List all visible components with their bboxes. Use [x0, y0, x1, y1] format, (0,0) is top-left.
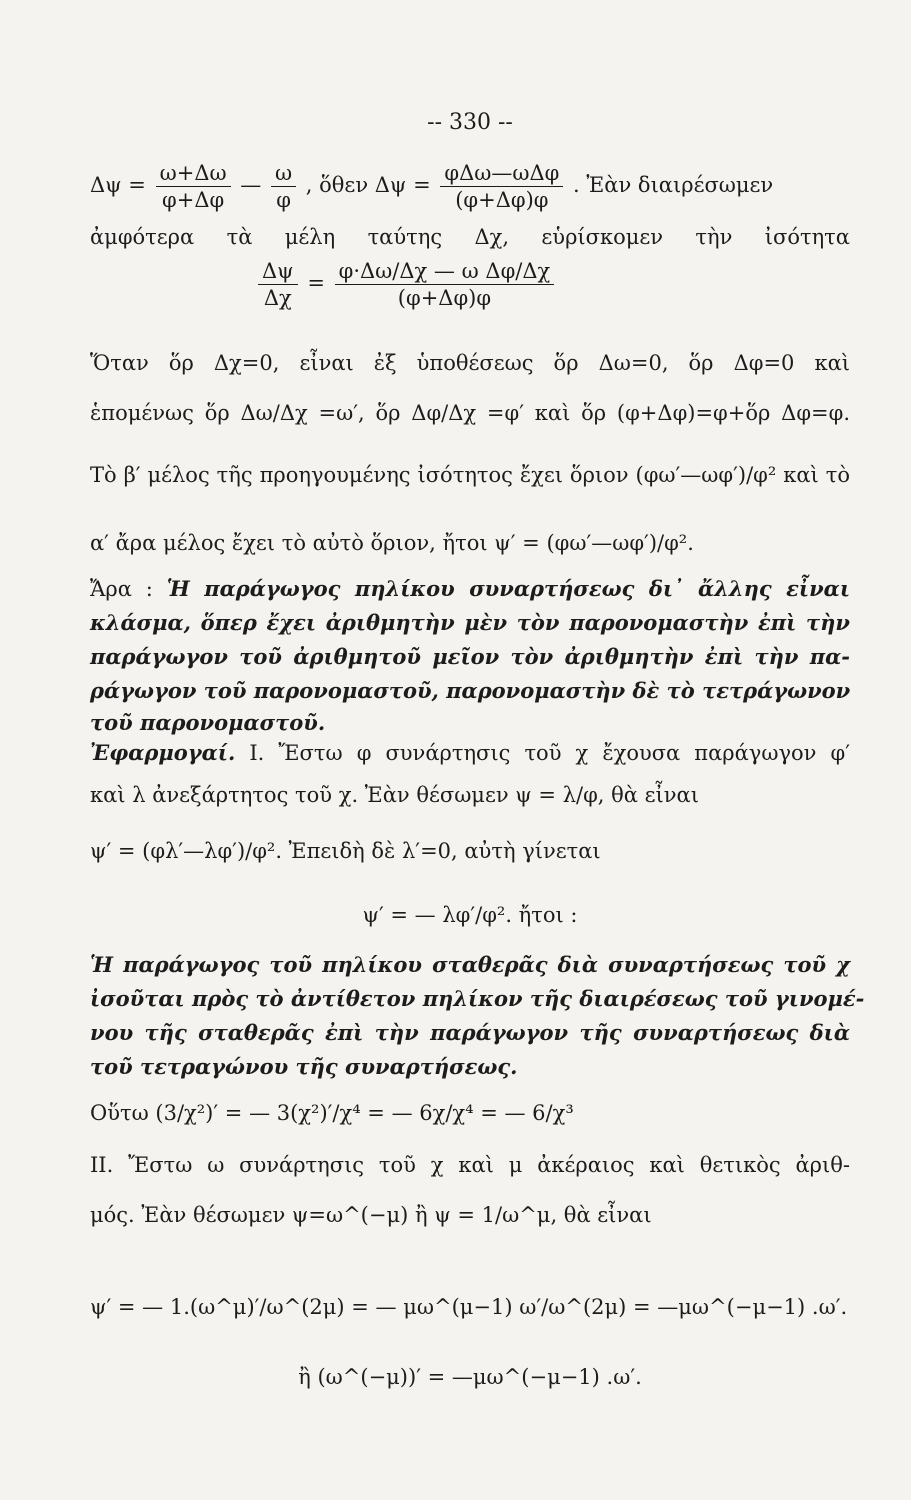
rule1-lead: Ἄρα : [90, 577, 153, 601]
eq2-rhs-fraction: $\frac{\text{φ·Δω/Δχ — ω Δφ/Δχ}}{(\varphi+\Delta\varphi)\varphi}$ [335, 258, 555, 311]
text-line-6: α′ ἄρα μέλος ἔχει τὸ αὐτὸ ὅριον, ἤτοι ψ′ = (φω′—ωφ′)/φ². [90, 531, 694, 555]
app1-lead: Ἐφαρμογαί. [90, 740, 236, 765]
rule2-line-1: Ἡ παράγωγος τοῦ πηλίκου σταθερᾶς διὰ συναρτήσεως τοῦ χ [90, 952, 850, 977]
app1-line-4: ψ′ = — λφ′/φ². ἤτοι : [362, 903, 578, 927]
example-line: Οὕτω (3/χ²)′ = — 3(χ²)′/χ⁴ = — 6χ/χ⁴ = — 6/χ³ [90, 1101, 574, 1125]
rule2-line-3: νου τῆς σταθερᾶς ἐπὶ τὴν παράγωγον τῆς συναρτήσεως διὰ [90, 1020, 850, 1045]
app1-line-1 [90, 738, 850, 768]
app2-line-2: μός. Ἐὰν θέσωμεν ψ=ω^(−μ) ἢ ψ = 1/ω^μ, θὰ εἶναι [90, 1203, 652, 1227]
eq2-equals: = [307, 271, 325, 295]
text-line-4: ἑπομένως ὅρ Δω/Δχ =ω′, ὅρ Δφ/Δχ =φ′ καὶ ὅρ (φ+Δφ)=φ+ὅρ Δφ=φ. [90, 401, 850, 425]
rule1-line-4: ράγωγον τοῦ παρονομαστοῦ, παρονομαστὴν δὲ τὸ τετράγωνον [90, 678, 851, 703]
eq1-minus: — [240, 173, 262, 197]
eq1-fraction-1: $\frac{\omega+\Delta\omega}{\varphi+\Delta\varphi}$ [156, 160, 231, 213]
rule1-line-3: παράγωγον τοῦ ἀριθμητοῦ μεῖον τὸν ἀριθμητὴν ἐπὶ τὴν πα- [90, 644, 850, 669]
eq1-fraction-3: $\frac{\text{φΔω—ωΔφ}}{(\varphi+\Delta\varphi)\varphi}$ [440, 160, 563, 213]
equation-delta-psi [90, 160, 850, 220]
app2-line-4: ἢ (ω^(−μ))′ = —μω^(−μ−1) .ω′. [298, 1365, 642, 1389]
text-line-3: Ὅταν ὅρ Δχ=0, εἶναι ἐξ ὑποθέσεως ὅρ Δω=0, ὅρ Δφ=0 καὶ [90, 351, 850, 375]
eq1-lhs: Δψ = [90, 173, 146, 197]
text-line-5: Τὸ β′ μέλος τῆς προηγουμένης ἰσότητος ἔχει ὅριον (φω′—ωφ′)/φ² καὶ τὸ [90, 463, 850, 487]
rule1-line-5: τοῦ παρονομαστοῦ. [90, 710, 326, 735]
app2-line-3: ψ′ = — 1.(ω^μ)′/ω^(2μ) = — μω^(μ−1) ω′/ω^(2μ) = —μω^(−μ−1) .ω′. [90, 1295, 848, 1319]
eq2-lhs-fraction: $\frac{\Delta\psi}{\Delta\chi}$ [258, 258, 298, 311]
eq1-mid: , ὅθεν Δψ = [305, 173, 431, 197]
rule2-line-2: ἰσοῦται πρὸς τὸ ἀντίθετον πηλίκον τῆς διαιρέσεως τοῦ γινομέ- [90, 986, 865, 1011]
text-line-2: ἀμφότερα τὰ μέλη ταύτης Δχ, εὑρίσκομεν τὴν ἰσότητα [90, 225, 850, 249]
eq1-fraction-2: $\frac{\omega}{\varphi}$ [271, 160, 296, 213]
equation-ratio [255, 258, 795, 338]
eq1-tail: . Ἐὰν διαιρέσωμεν [573, 173, 774, 197]
rule1-text: Ἡ παράγωγος πηλίκου συναρτήσεως δι᾽ ἄλλης εἶναι [166, 576, 850, 601]
app1-line-2: καὶ λ ἀνεξάρτητος τοῦ χ. Ἐὰν θέσωμεν ψ = λ/φ, θὰ εἶναι [90, 783, 699, 807]
app1-text: I. Ἔστω φ συνάρτησις τοῦ χ ἔχουσα παράγωγον φ′ [249, 741, 850, 765]
page-number: -- 330 -- [427, 110, 513, 135]
app2-line-1: II. Ἔστω ω συνάρτησις τοῦ χ καὶ μ ἀκέραιος καὶ θετικὸς ἀριθ- [90, 1153, 850, 1177]
rule2-line-4: τοῦ τετραγώνου τῆς συναρτήσεως. [90, 1054, 518, 1079]
rule1-line-2: κλάσμα, ὅπερ ἔχει ἀριθμητὴν μὲν τὸν παρονομαστὴν ἐπὶ τὴν [90, 610, 850, 635]
app1-line-3: ψ′ = (φλ′—λφ′)/φ². Ἐπειδὴ δὲ λ′=0, αὐτὴ γίνεται [90, 839, 601, 863]
rule1-line-1 [90, 574, 850, 604]
